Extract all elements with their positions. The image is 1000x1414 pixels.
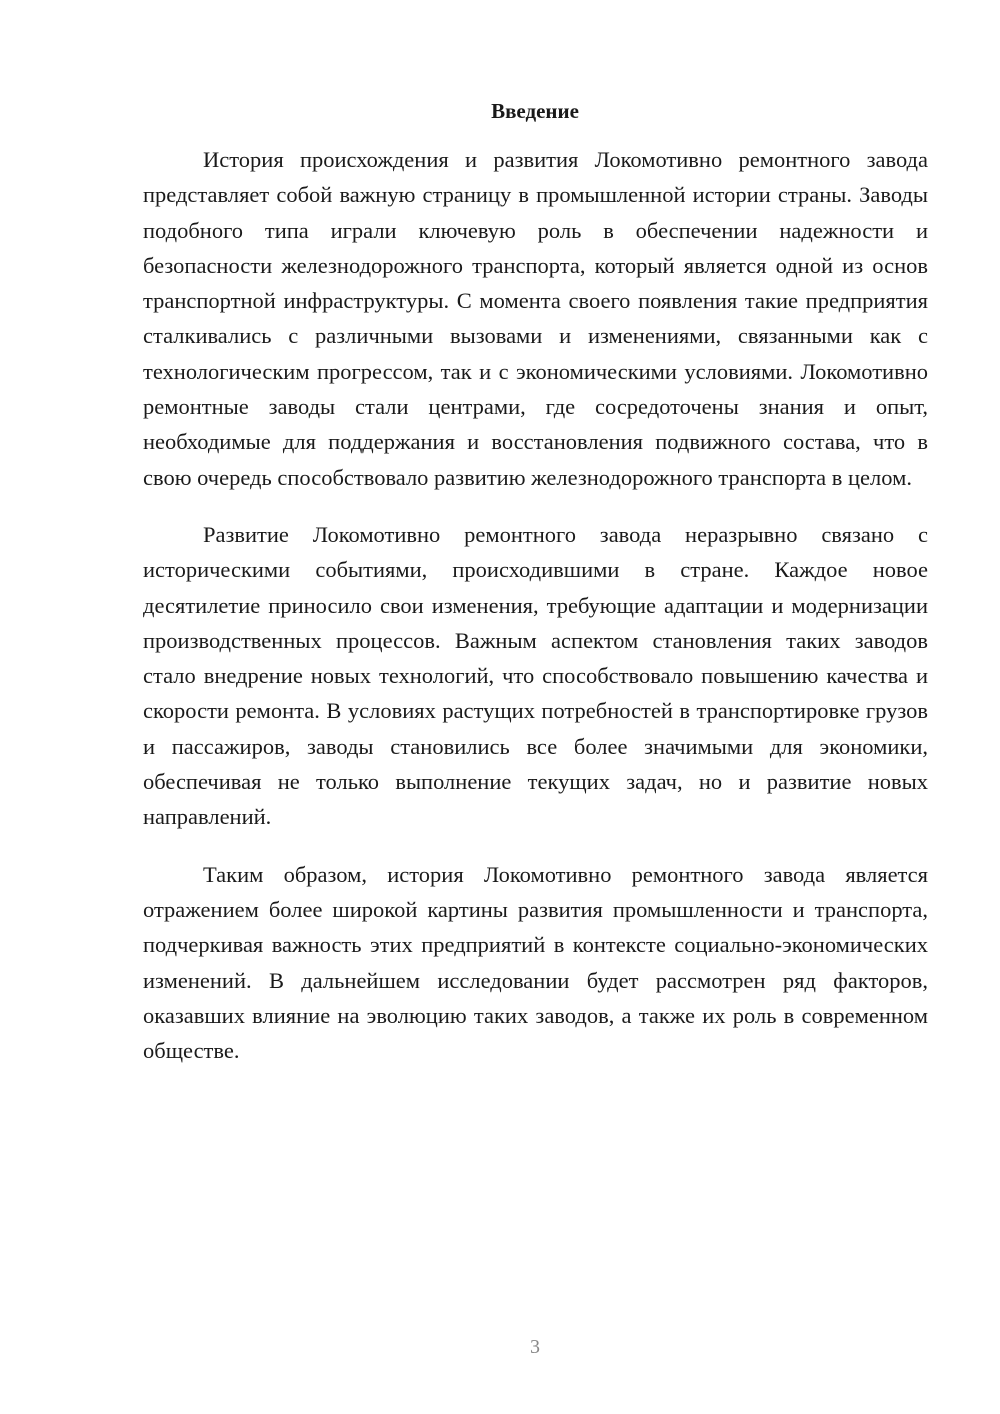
page-number: 3: [530, 1336, 540, 1358]
paragraph-1: История происхождения и развития Локомотивно ремонтного завода представляет собой важную страницу в промышленной истории страны. Заводы подобного типа играли ключевую роль в обеспечении надежности и безопасности железнодорожного транспорта, который является одной из основ транспортной инфраструктуры. С момента своего появления такие предприятия сталкивались с различными вызовами и изменениями, связанными как с технологическим прогрессом, так и с экономическими условиями. Локомотивно ремонтные заводы стали центрами, где сосредоточены знания и опыт, необходимые для поддержания и восстановления подвижного состава, что в свою очередь способствовало развитию железнодорожного транспорта в целом.: [143, 147, 928, 490]
paragraph-2: Развитие Локомотивно ремонтного завода неразрывно связано с историческими событиями, происходившими в стране. Каждое новое десятилетие приносило свои изменения, требующие адаптации и модернизации производственных процессов. Важным аспектом становления таких заводов стало внедрение новых технологий, что способствовало повышению качества и скорости ремонта. В условиях растущих потребностей в транспортировке грузов и пассажиров, заводы становились все более значимыми для экономики, обеспечивая не только выполнение текущих задач, но и развитие новых направлений.: [143, 521, 928, 830]
body-text: [143, 142, 928, 1090]
section-title: Введение: [491, 99, 579, 123]
paragraph-3: Таким образом, история Локомотивно ремонтного завода является отражением более широкой картины развития промышленности и транспорта, подчеркивая важность этих предприятий в контексте социально-экономических изменений. В дальнейшем исследовании будет рассмотрен ряд факторов, оказавших влияние на эволюцию таких заводов, а также их роль в современном обществе.: [143, 861, 928, 1064]
